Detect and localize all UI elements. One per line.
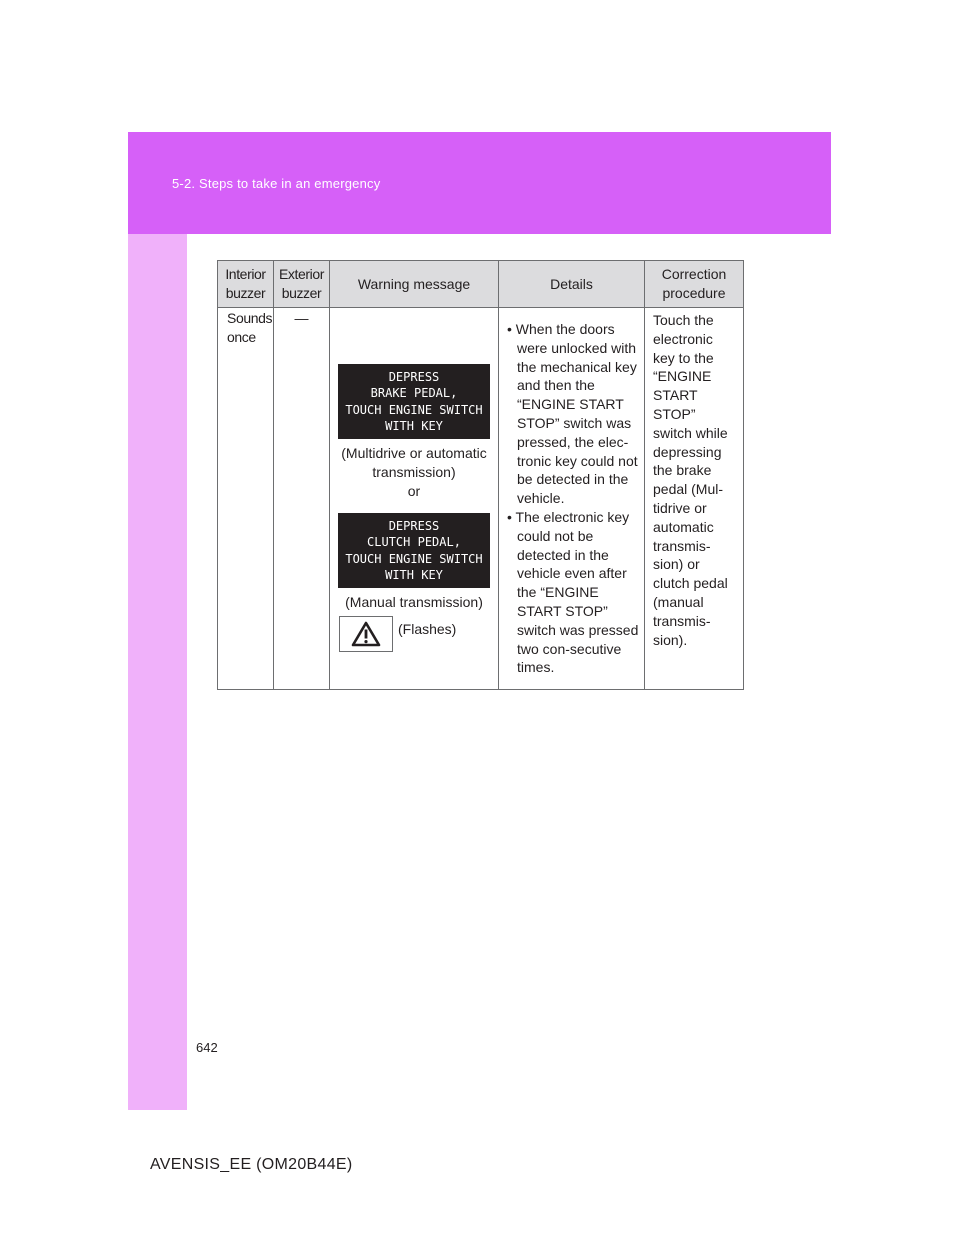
display-line: TOUCH ENGINE SWITCH <box>345 551 483 566</box>
footer-code: AVENSIS_EE (OM20B44E) <box>150 1156 353 1173</box>
col-exterior-buzzer: Exterior buzzer <box>274 261 330 308</box>
page-number: 642 <box>196 1040 218 1055</box>
display-line: DEPRESS <box>388 518 440 533</box>
brake-pedal-display <box>338 364 490 439</box>
col-interior-buzzer: Interior buzzer <box>218 261 274 308</box>
section-title: 5-2. Steps to take in an emergency <box>172 176 381 191</box>
warning-triangle-icon <box>339 616 393 652</box>
col-warning-message: Warning message <box>330 261 499 308</box>
col-details: Details <box>499 261 645 308</box>
warning-message-cell <box>330 308 499 690</box>
display-line: CLUTCH PEDAL, <box>367 535 461 550</box>
display-line: TOUCH ENGINE SWITCH <box>345 402 483 417</box>
clutch-pedal-display <box>338 513 490 588</box>
display-caption-automatic: (Multidrive or automatic transmission) <box>341 445 487 480</box>
col-correction-procedure: Correction procedure <box>645 261 744 308</box>
detail-item: • The electronic key could not be detected in the vehicle even after the “ENGINE START STOP” switch was pressed two con-secutive times. <box>507 508 640 677</box>
correction-cell: Touch the electronic key to the “ENGINE START STOP” switch while depressing the brake pedal (Mul-tidrive or automatic transmis-sion) or clutch pedal (manual transmis-sion). <box>645 308 744 690</box>
interior-buzzer-cell: Sounds once <box>218 308 274 690</box>
display-caption-manual: (Manual transmission) <box>345 594 483 611</box>
table-row <box>218 308 744 690</box>
table-header-row <box>218 261 744 308</box>
flash-indicator <box>330 616 498 652</box>
warning-table <box>217 260 744 690</box>
flash-label: (Flashes) <box>398 620 457 637</box>
or-text: or <box>407 482 421 499</box>
display-line: WITH KEY <box>385 419 443 433</box>
display-line: WITH KEY <box>385 568 443 583</box>
exterior-buzzer-cell: — <box>274 308 330 690</box>
display-line: BRAKE PEDAL, <box>370 386 458 400</box>
side-tab-band <box>128 234 187 1110</box>
detail-item: • When the doors were unlocked with the mechanical key and then the “ENGINE START STOP” switch was pressed, the elec-tronic key could not be detected in the vehicle. <box>507 320 640 508</box>
details-cell <box>499 308 645 690</box>
display-line: DEPRESS <box>388 369 440 384</box>
